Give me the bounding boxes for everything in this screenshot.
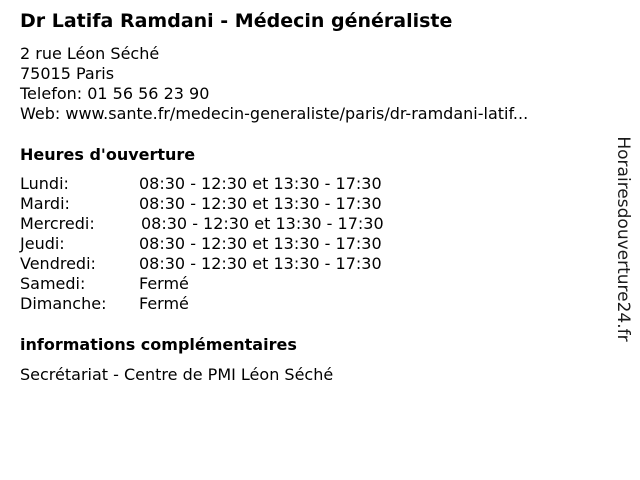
street-address: 2 rue Léon Séché (20, 44, 160, 63)
day-label: Mercredi: (20, 214, 95, 233)
info-heading: informations complémentaires (20, 335, 297, 354)
day-hours: 08:30 - 12:30 et 13:30 - 17:30 (139, 174, 382, 193)
city: 75015 Paris (20, 64, 115, 83)
day-label: Lundi: (20, 174, 69, 193)
hours-heading: Heures d'ouverture (20, 145, 196, 164)
day-label: Mardi: (20, 194, 70, 213)
day-label: Vendredi: (20, 254, 96, 273)
website: Web: www.sante.fr/medecin-generaliste/paris/dr-ramdani-latif... (20, 104, 529, 123)
day-hours: Fermé (139, 294, 189, 313)
watermark: Horairesdouverture24.fr (613, 136, 633, 342)
address-block (20, 44, 528, 124)
day-hours: 08:30 - 12:30 et 13:30 - 17:30 (139, 254, 382, 273)
day-label: Jeudi: (20, 234, 65, 253)
info-text: Secrétariat - Centre de PMI Léon Séché (20, 365, 334, 384)
day-hours: 08:30 - 12:30 et 13:30 - 17:30 (141, 214, 384, 233)
day-hours: Fermé (139, 274, 189, 293)
day-hours: 08:30 - 12:30 et 13:30 - 17:30 (139, 194, 382, 213)
page-title: Dr Latifa Ramdani - Médecin généraliste (20, 10, 453, 32)
day-hours: 08:30 - 12:30 et 13:30 - 17:30 (139, 234, 382, 253)
day-label: Dimanche: (20, 294, 107, 313)
day-label: Samedi: (20, 274, 86, 293)
phone-number: Telefon: 01 56 56 23 90 (20, 84, 210, 103)
